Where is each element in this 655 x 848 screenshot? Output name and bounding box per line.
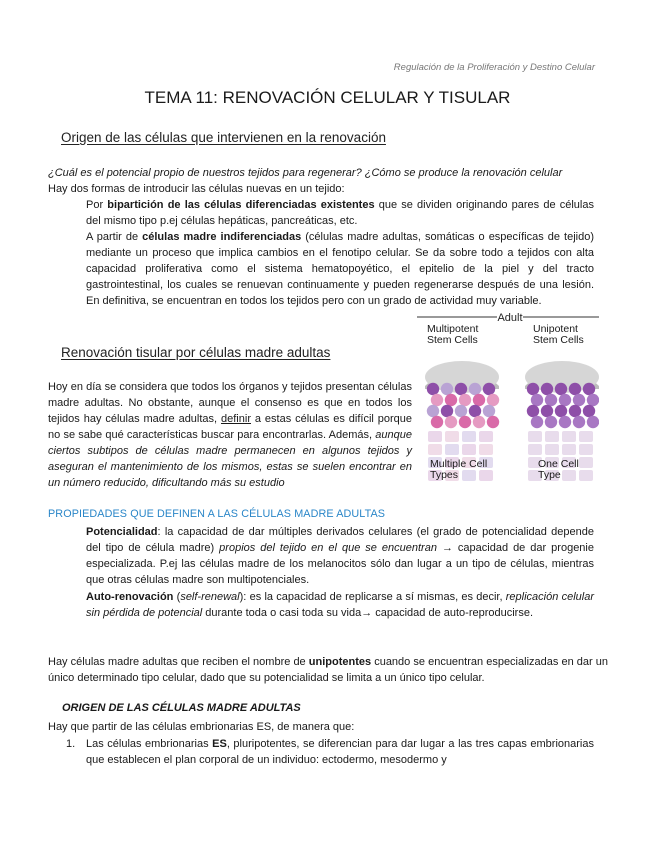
one-cell-type-label: One Cell Type xyxy=(538,458,579,481)
stem-cell xyxy=(455,383,467,395)
stem-cell xyxy=(431,394,443,406)
stem-cell xyxy=(569,383,581,395)
stem-cell xyxy=(583,405,595,417)
stem-cell xyxy=(555,405,567,417)
differentiated-cell xyxy=(462,431,476,442)
stem-cell xyxy=(487,394,499,406)
bullet-bipartition: Por bipartición de las células diferenciadas existentes que se dividen originando pares de células del mismo tipo p.ej células hepáticas, pancreáticas, etc. xyxy=(86,199,594,227)
stem-cell xyxy=(569,405,581,417)
stem-cell xyxy=(427,383,439,395)
multiple-cell-types-label: Multiple Cell Types xyxy=(430,458,488,481)
stem-cell xyxy=(555,383,567,395)
differentiated-cell xyxy=(579,444,593,455)
stem-cell xyxy=(459,416,471,428)
stem-cell xyxy=(469,383,481,395)
differentiated-cell xyxy=(545,444,559,455)
property-self-renewal: Auto-renovación (self-renewal): es la capacidad de replicarse a sí mismas, es decir, replicación celular sin pérdida de potencial durante toda o casi toda su vida→ capacidad de auto-reproducirse. xyxy=(86,591,594,619)
stem-cell xyxy=(445,394,457,406)
differentiated-cell xyxy=(479,431,493,442)
differentiated-cell xyxy=(579,431,593,442)
stem-cell xyxy=(527,405,539,417)
differentiated-cell xyxy=(445,431,459,442)
section-heading-origin: Origen de las células que intervienen en la renovación xyxy=(61,130,386,145)
stem-cell xyxy=(473,416,485,428)
stem-cell xyxy=(587,416,599,428)
differentiated-cell xyxy=(462,444,476,455)
stem-cell xyxy=(531,394,543,406)
origin-heading: ORIGEN DE LAS CÉLULAS MADRE ADULTAS xyxy=(62,702,301,714)
stem-cell xyxy=(487,416,499,428)
differentiated-cell xyxy=(428,431,442,442)
properties-heading: PROPIEDADES QUE DEFINEN A LAS CÉLULAS MADRE ADULTAS xyxy=(48,508,386,520)
differentiated-cell xyxy=(428,444,442,455)
origin-intro: Hay que partir de las células embrionarias ES, de manera que: xyxy=(48,721,355,733)
differentiated-cell xyxy=(528,431,542,442)
page-title: TEMA 11: RENOVACIÓN CELULAR Y TISULAR xyxy=(144,88,511,107)
stem-cell xyxy=(431,416,443,428)
list-number-1: 1. xyxy=(66,738,76,750)
differentiated-cell xyxy=(528,444,542,455)
stem-cell xyxy=(459,394,471,406)
intro-text: Hay dos formas de introducir las células nuevas en un tejido: xyxy=(48,183,345,195)
stem-cell xyxy=(473,394,485,406)
origin-list-item-1: Las células embrionarias ES, pluripotentes, se diferencian para dar lugar a las tres capas embrionarias que establecen el plan corporal de un individuo: ectodermo, mesodermo y xyxy=(86,738,594,766)
stem-cell xyxy=(527,383,539,395)
stem-cell xyxy=(587,394,599,406)
stem-cell xyxy=(455,405,467,417)
adult-label: Adult xyxy=(497,312,523,324)
stem-cell xyxy=(531,416,543,428)
stem-cell xyxy=(445,416,457,428)
question-text: ¿Cuál es el potencial propio de nuestros tejidos para regenerar? ¿Cómo se produce la renovación celular xyxy=(48,167,563,179)
stem-cell xyxy=(441,383,453,395)
stem-cell xyxy=(545,394,557,406)
section-heading-renewal: Renovación tisular por células madre adultas xyxy=(61,345,331,360)
renewal-paragraph: Hoy en día se considera que todos los órganos y tejidos presentan células madre adultas. No obstante, aunque el consenso es que en todos los tejidos hay células madre adultas, definir a estas células es difícil porque no se sabe qué características buscar para encontrarlas. Además, aunque ciertos subtipos de células madre permanecen en algunos tejidos y aseguran el mantenimiento de los mismos, estas se suelen encontrar en un número reducido, dificultando más su estudio xyxy=(48,381,412,489)
bullet-stem-cells: A partir de células madre indiferenciadas (células madre adultas, somáticas o específicas de tejido) mediante un proceso que implica cambios en el fenotipo celular. Se da sobre todo a tejidos con alta capacidad proliferativa como el sistema hematopoyético, el epitelio de la piel y del tracto gastrointestinal, los cuales se renuevan continuamente y pueden regenerarse después de una lesión. En definitiva, se encuentran en todos los tejidos pero con un grado de actividad muy variable. xyxy=(86,231,594,307)
stem-cell xyxy=(545,416,557,428)
differentiated-cell xyxy=(562,444,576,455)
differentiated-cell xyxy=(562,431,576,442)
stem-cell xyxy=(573,394,585,406)
differentiated-cell xyxy=(479,444,493,455)
stem-cell xyxy=(559,416,571,428)
differentiated-cell xyxy=(445,444,459,455)
unipotent-paragraph: Hay células madre adultas que reciben el nombre de unipotentes cuando se encuentran especializadas en dar un único determinado tipo celular, dado que su potencialidad se limita a un único tipo celular. xyxy=(48,656,608,684)
stem-cell-figure xyxy=(417,311,599,489)
stem-cell xyxy=(559,394,571,406)
stem-cell xyxy=(427,405,439,417)
stem-cell xyxy=(483,405,495,417)
running-header: Regulación de la Proliferación y Destino Celular xyxy=(393,62,595,73)
stem-cell xyxy=(441,405,453,417)
stem-cell xyxy=(483,383,495,395)
stem-cell xyxy=(469,405,481,417)
stem-cell xyxy=(541,405,553,417)
unipotent-label: Unipotent Stem Cells xyxy=(533,323,584,346)
differentiated-cell xyxy=(545,431,559,442)
property-potentiality: Potencialidad: la capacidad de dar múltiples derivados celulares (el grado de potencialidad depende del tipo de célula madre) propios del tejido en el que se encuentran → capacidad de dar progenie especializada. P.ej las células madre de los melanocitos sólo dan lugar a un tipo de células, mientras que otras células madre son multipotenciales. xyxy=(86,526,594,586)
multipotent-label: Multipotent Stem Cells xyxy=(427,323,479,346)
stem-cell xyxy=(583,383,595,395)
stem-cell xyxy=(541,383,553,395)
stem-cell xyxy=(573,416,585,428)
